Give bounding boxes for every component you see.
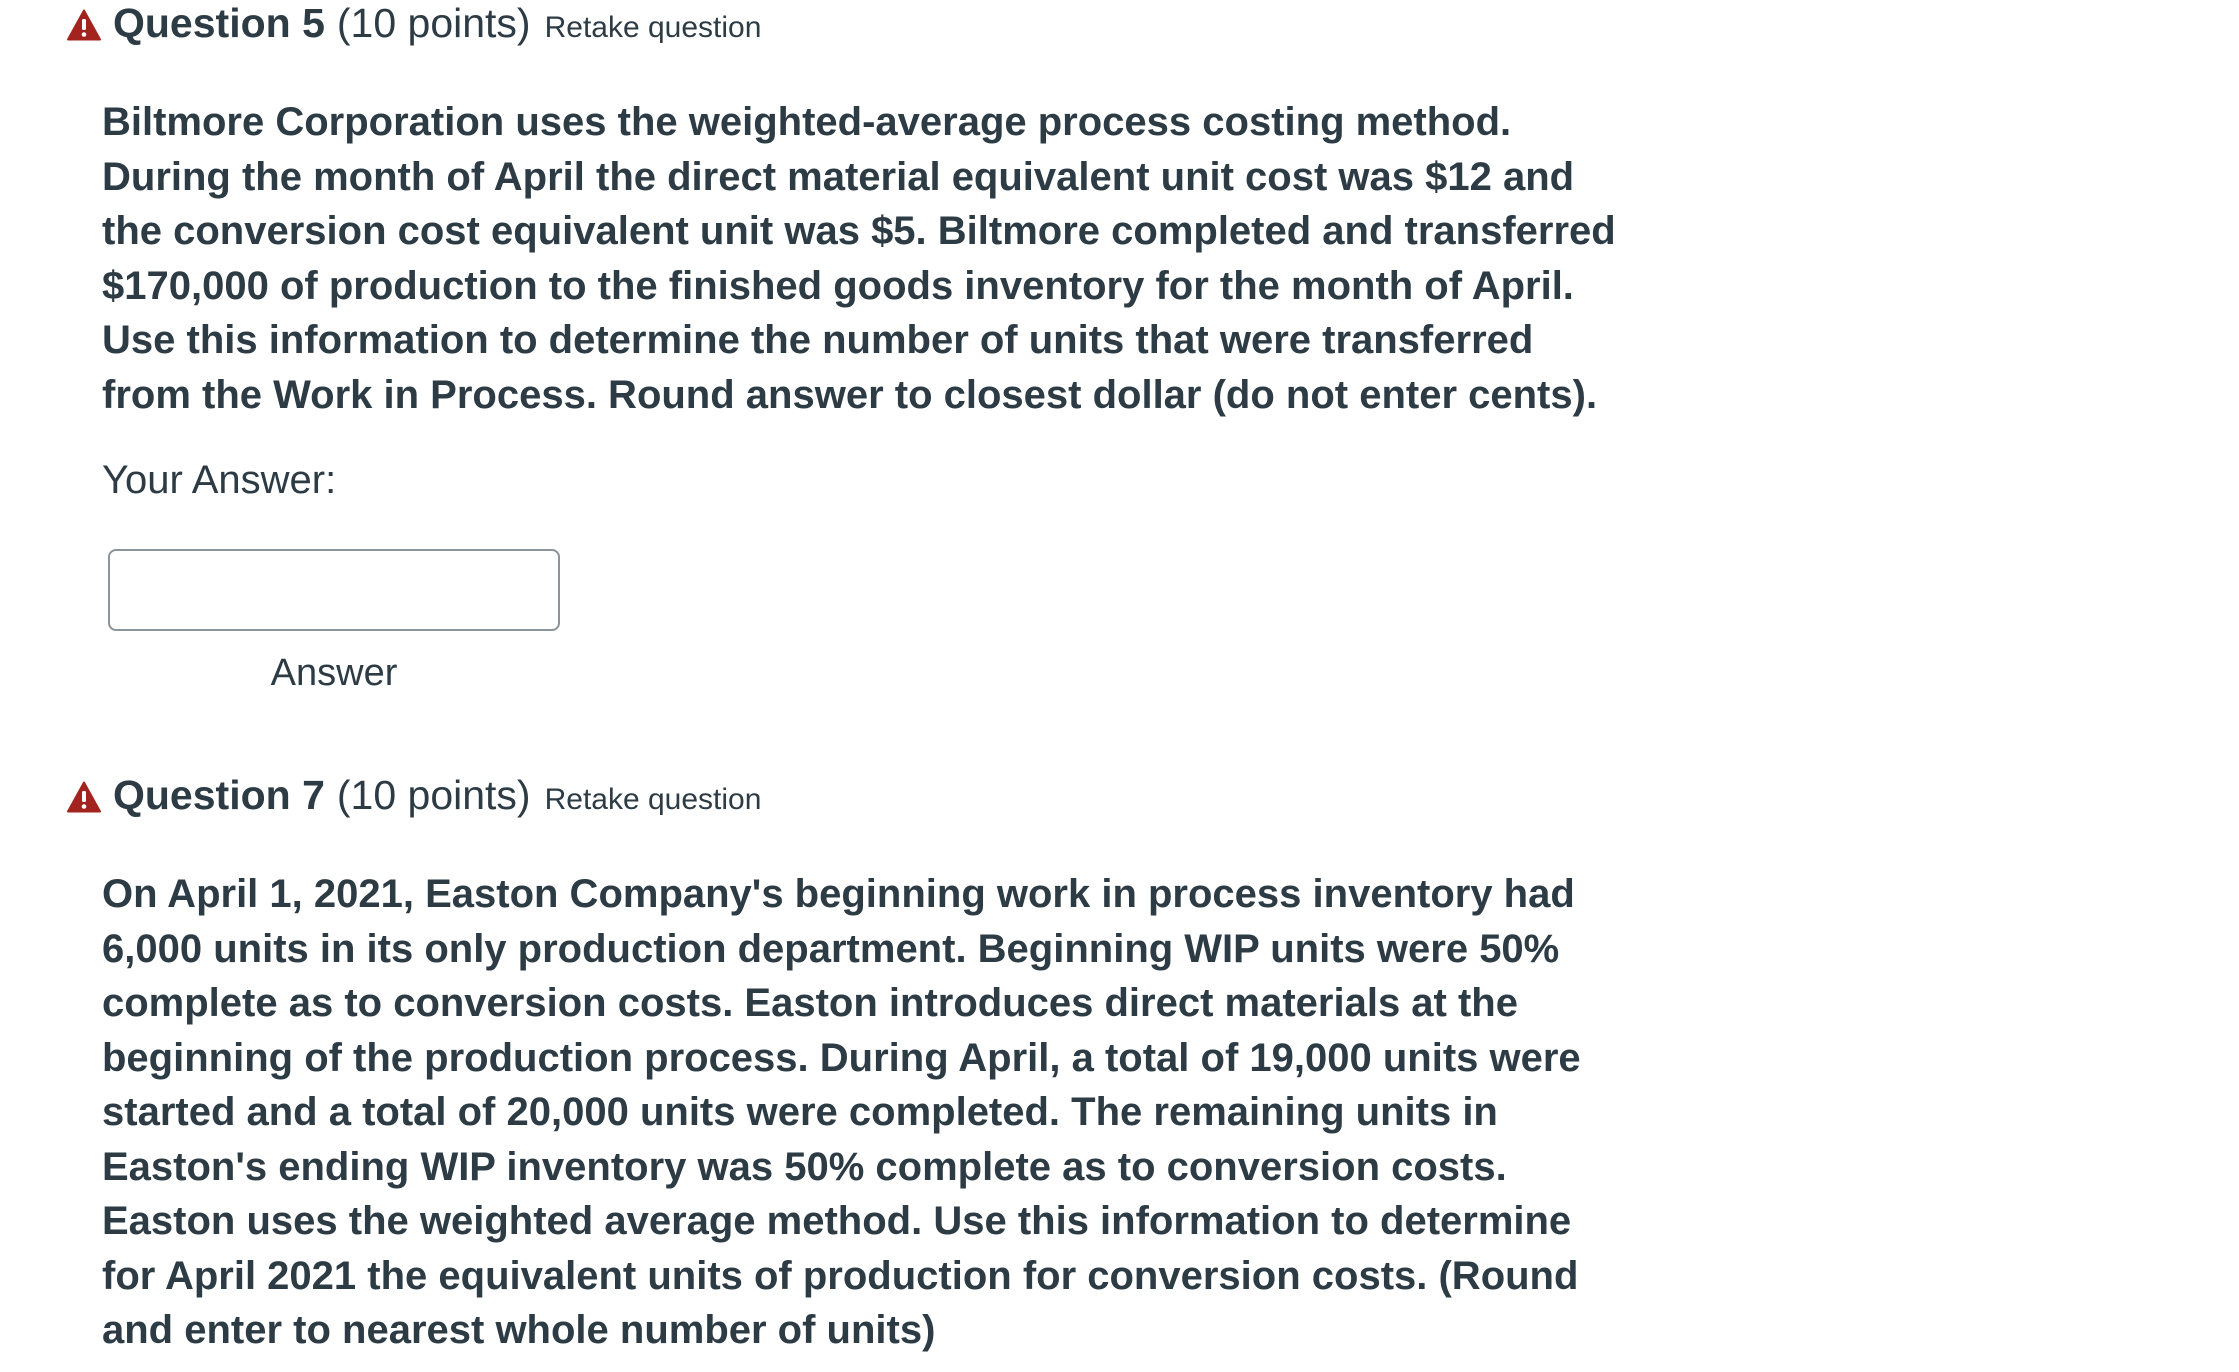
question-5-header <box>67 0 761 47</box>
retake-question-link[interactable]: Retake question <box>544 783 762 816</box>
answer-input[interactable] <box>108 549 560 631</box>
question-5-title: Question 5 <box>113 0 325 46</box>
question-7-title: Question 7 <box>113 772 325 818</box>
warning-icon <box>67 781 101 813</box>
your-answer-label: Your Answer: <box>102 458 337 502</box>
question-7-points: (10 points) <box>336 772 531 818</box>
question-7-header <box>67 772 761 819</box>
question-7-text: On April 1, 2021, Easton Company's beginning work in process inventory had 6,000 units in its only production department. Beginning WIP units were 50% complete as to conversion costs. Easton introduces direct materials at the beginning of the production process. During April, a total of 19,000 units were started and a total of 20,000 units were completed. The remaining units in Easton's ending WIP inventory was 50% complete as to conversion costs. Easton uses the weighted average method. Use this information to determine for April 2021 the equivalent units of production for conversion costs. (Round and enter to nearest whole number of units) <box>102 872 1581 1352</box>
question-5-text: Biltmore Corporation uses the weighted-average process costing method. During the month of April the direct material equivalent unit cost was $12 and the conversion cost equivalent unit was $5. Biltmore completed and transferred $170,000 of production to the finished goods inventory for the month of April. Use this information to determine the number of units that were transferred from the Work in Process. Round answer to closest dollar (do not enter cents). <box>102 100 1616 417</box>
answer-caption: Answer <box>270 652 398 694</box>
retake-question-link[interactable]: Retake question <box>544 11 762 44</box>
warning-icon <box>67 9 101 41</box>
question-5-points: (10 points) <box>336 0 531 46</box>
